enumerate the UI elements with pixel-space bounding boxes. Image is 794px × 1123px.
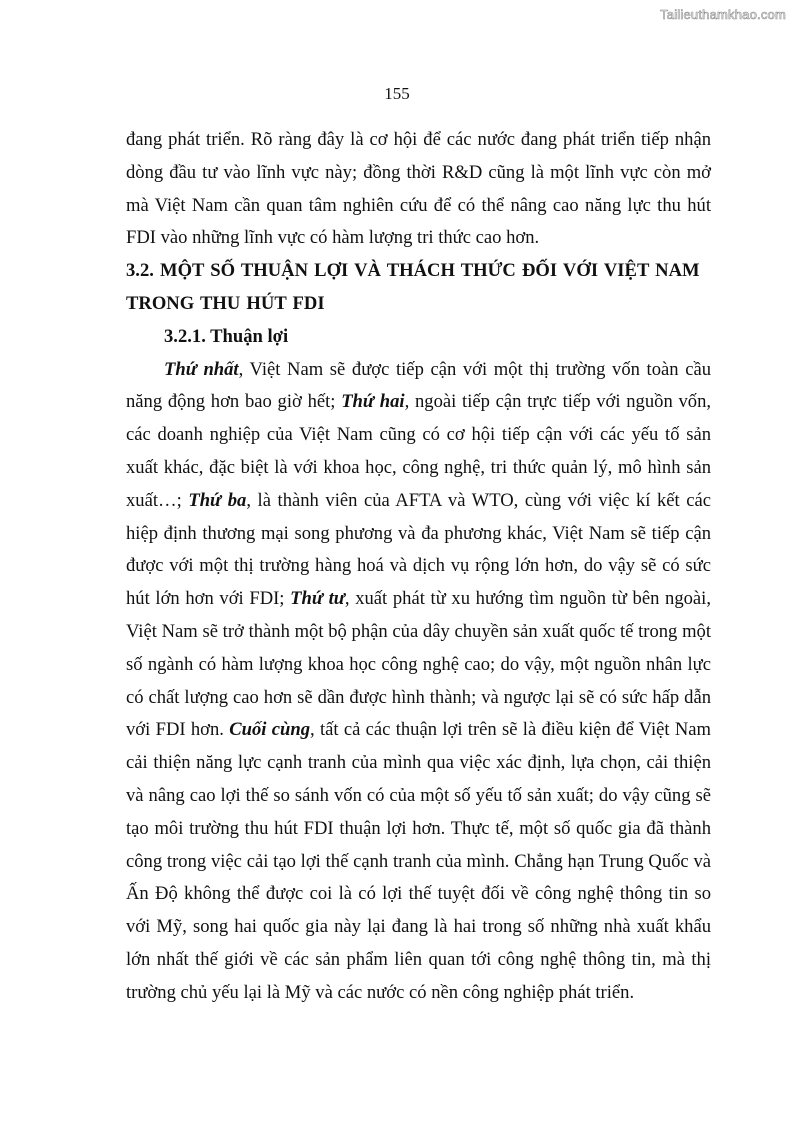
first-text: , Việt Nam sẽ được tiếp cận với một thị trường vốn toàn cầu năng động hơn bao giờ hết;: [126, 358, 711, 413]
third-text: , là thành viên của AFTA và WTO, cùng với việc kí kết các hiệp định thương mại song phương và đa phương khác, Việt Nam sẽ tiếp cận được với một thị trường hàng hoá và dịch vụ rộng lớn hơn, do vậy sẽ có sức hút lớn hơn với FDI;: [126, 489, 712, 610]
fourth-text: , xuất phát từ xu hướng tìm nguồn từ bên ngoài, Việt Nam sẽ trở thành một bộ phận của dây chuyền sản xuất quốc tế trong một số ngành có hàm lượng khoa học công nghệ cao; do vậy, một nguồn nhân lực có chất lượng cao hơn sẽ dần được hình thành; và ngược lại sẽ có sức hấp dẫn với FDI hơn.: [126, 588, 711, 741]
first-label: Thứ nhất: [164, 358, 239, 380]
section-heading: 3.2. MỘT SỐ THUẬN LỢI VÀ THÁCH THỨC ĐỐI VỚI VIỆT NAM TRONG THU HÚT FDI: [126, 260, 700, 314]
last-label: Cuối cùng: [229, 719, 310, 741]
second-text: , ngoài tiếp cận trực tiếp với nguồn vốn, các doanh nghiệp của Việt Nam cũng có cơ hội tiếp cận với các yếu tố sản xuất khác, đặc biệt là với khoa học, công nghệ, tri thức quản lý, mô hình sản xuất…;: [126, 391, 712, 511]
subsection-heading: 3.2.1. Thuận lợi: [164, 325, 289, 347]
last-text: , tất cả các thuận lợi trên sẽ là điều kiện để Việt Nam cải thiện năng lực cạnh tranh của mình qua việc xác định, lựa chọn, cải thiện và nâng cao lợi thế so sánh vốn có của một số yếu tố sản xuất; do vậy cũng sẽ tạo môi trường thu hút FDI thuận lợi hơn. Thực tế, một số quốc gia đã thành công trong việc cải tạo lợi thế cạnh tranh của mình. Chẳng hạn Trung Quốc và Ấn Độ không thể được coi là có lợi thế tuyệt đối về công nghệ thông tin so với Mỹ, song hai quốc gia này lại đang là hai trong số những nhà xuất khẩu lớn nhất thế giới về các sản phẩm liên quan tới công nghệ thông tin, mà thị trường chủ yếu lại là Mỹ và các nước có nền công nghiệp phát triển.: [126, 719, 712, 1003]
document-body: [126, 124, 711, 1010]
intro-paragraph: đang phát triển. Rõ ràng đây là cơ hội để các nước đang phát triển tiếp nhận dòng đầu tư vào lĩnh vực này; đồng thời R&D cũng là một lĩnh vực còn mở mà Việt Nam cần quan tâm nghiên cứu để có thể nâng cao năng lực thu hút FDI vào những lĩnh vực có hàm lượng tri thức cao hơn.: [126, 129, 711, 249]
second-label: Thứ hai: [341, 391, 405, 413]
page-number: 155: [384, 84, 410, 103]
watermark-text: Tailieuthamkhao.com: [660, 7, 786, 22]
third-label: Thứ ba: [188, 489, 247, 511]
advantages-paragraph: [126, 354, 711, 1010]
fourth-label: Thứ tư: [290, 588, 345, 610]
